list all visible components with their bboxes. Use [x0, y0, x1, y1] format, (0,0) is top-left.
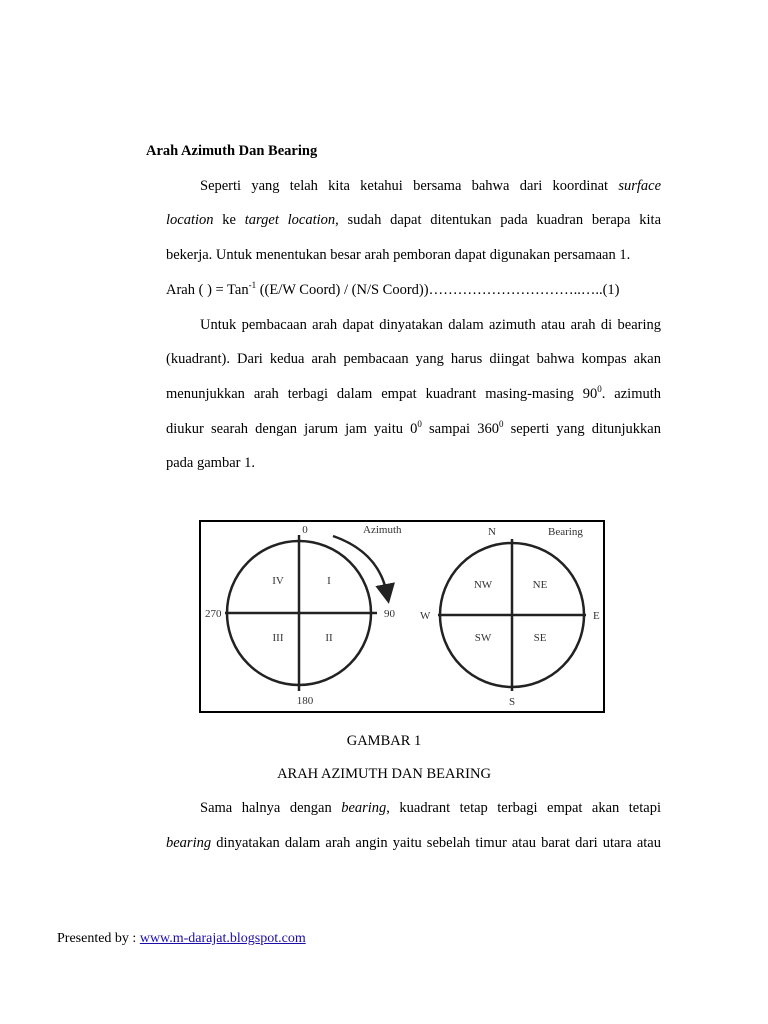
degree-sup: 0: [498, 419, 504, 429]
azimuth-top-label: 0: [302, 524, 308, 536]
paragraph-2-line-5: pada gambar 1.: [166, 455, 255, 471]
text: dinyatakan dalam arah angin yaitu sebelah timur atau barat dari utara atau: [211, 835, 661, 851]
azimuth-right-label: 90: [384, 608, 395, 620]
italic-term: target location: [244, 212, 336, 228]
italic-term: location: [166, 212, 214, 228]
bearing-title: Bearing: [548, 526, 583, 538]
bearing-quadrant-ne: NE: [532, 579, 548, 591]
azimuth-compass: [205, 524, 402, 707]
text: Sama halnya dengan: [200, 800, 342, 816]
equation-pre: Arah ( ) = Tan: [166, 282, 249, 298]
text: sampai 360: [421, 421, 499, 437]
equation-sup: -1: [248, 280, 257, 290]
text: ke: [213, 212, 245, 228]
figure-caption-title: ARAH AZIMUTH DAN BEARING: [277, 766, 491, 782]
degree-sup: 0: [597, 384, 602, 394]
text: , kuadrant tetap terbagi empat akan tetapi: [386, 800, 661, 816]
paragraph-2-line-4: [166, 421, 661, 438]
footer: [57, 931, 306, 947]
azimuth-bottom-label: 180: [296, 695, 314, 707]
equation-1: [166, 282, 661, 299]
azimuth-quadrant-ii: II: [325, 632, 333, 644]
bearing-quadrant-sw: SW: [474, 632, 492, 644]
paragraph-3-line-2: [166, 835, 661, 852]
azimuth-title: Azimuth: [363, 524, 402, 536]
clockwise-arrow-icon: [333, 536, 387, 594]
text: Seperti yang telah kita ketahui bersama bahwa dari koordinat: [200, 178, 619, 194]
paragraph-3-line-1: [200, 800, 661, 817]
italic-term: surface: [618, 178, 661, 194]
text: menunjukkan arah terbagi dalam empat kuadrant masing-masing 90: [166, 386, 598, 402]
paragraph-2-line-2: (kuadrant). Dari kedua arah pembacaan yang harus diingat bahwa kompas akan: [166, 351, 661, 367]
text: seperti yang ditunjukkan: [503, 421, 661, 437]
azimuth-quadrant-iii: III: [272, 632, 284, 644]
figure-svg: [201, 522, 603, 711]
bearing-west-label: W: [420, 610, 431, 622]
bearing-north-label: N: [488, 526, 496, 538]
text: . azimuth: [601, 386, 661, 402]
azimuth-quadrant-iv: IV: [272, 575, 284, 587]
bearing-south-label: S: [508, 696, 516, 708]
paragraph-1-line-3: bekerja. Untuk menentukan besar arah pemboran dapat digunakan persamaan 1.: [166, 247, 631, 263]
paragraph-2-line-1: Untuk pembacaan arah dapat dinyatakan dalam azimuth atau arah di bearing: [200, 317, 661, 333]
paragraph-2-line-3: [166, 386, 661, 403]
figure-azimuth-bearing: [199, 520, 605, 713]
text: , sudah dapat ditentukan pada kuadran berapa kita: [335, 212, 662, 228]
azimuth-left-label: 270: [205, 608, 222, 620]
paragraph-1-line-2: [166, 212, 661, 229]
paragraph-1-line-1: [200, 178, 661, 195]
italic-term: bearing: [341, 800, 387, 816]
bearing-quadrant-nw: NW: [473, 579, 493, 591]
section-heading: Arah Azimuth Dan Bearing: [146, 143, 318, 159]
equation-post: ((E/W Coord) / (N/S Coord))…………………………..…..(1): [256, 282, 620, 298]
figure-caption-number: GAMBAR 1: [346, 733, 422, 749]
bearing-east-label: E: [593, 610, 600, 622]
azimuth-quadrant-i: I: [327, 575, 331, 587]
text: diukur searah dengan jarum jam yaitu 0: [166, 421, 418, 437]
footer-link[interactable]: www.m-darajat.blogspot.com: [139, 931, 306, 946]
bearing-quadrant-se: SE: [533, 632, 547, 644]
footer-label: Presented by :: [57, 931, 140, 946]
italic-term: bearing: [166, 835, 212, 851]
degree-sup: 0: [417, 419, 422, 429]
bearing-compass: [420, 526, 600, 708]
